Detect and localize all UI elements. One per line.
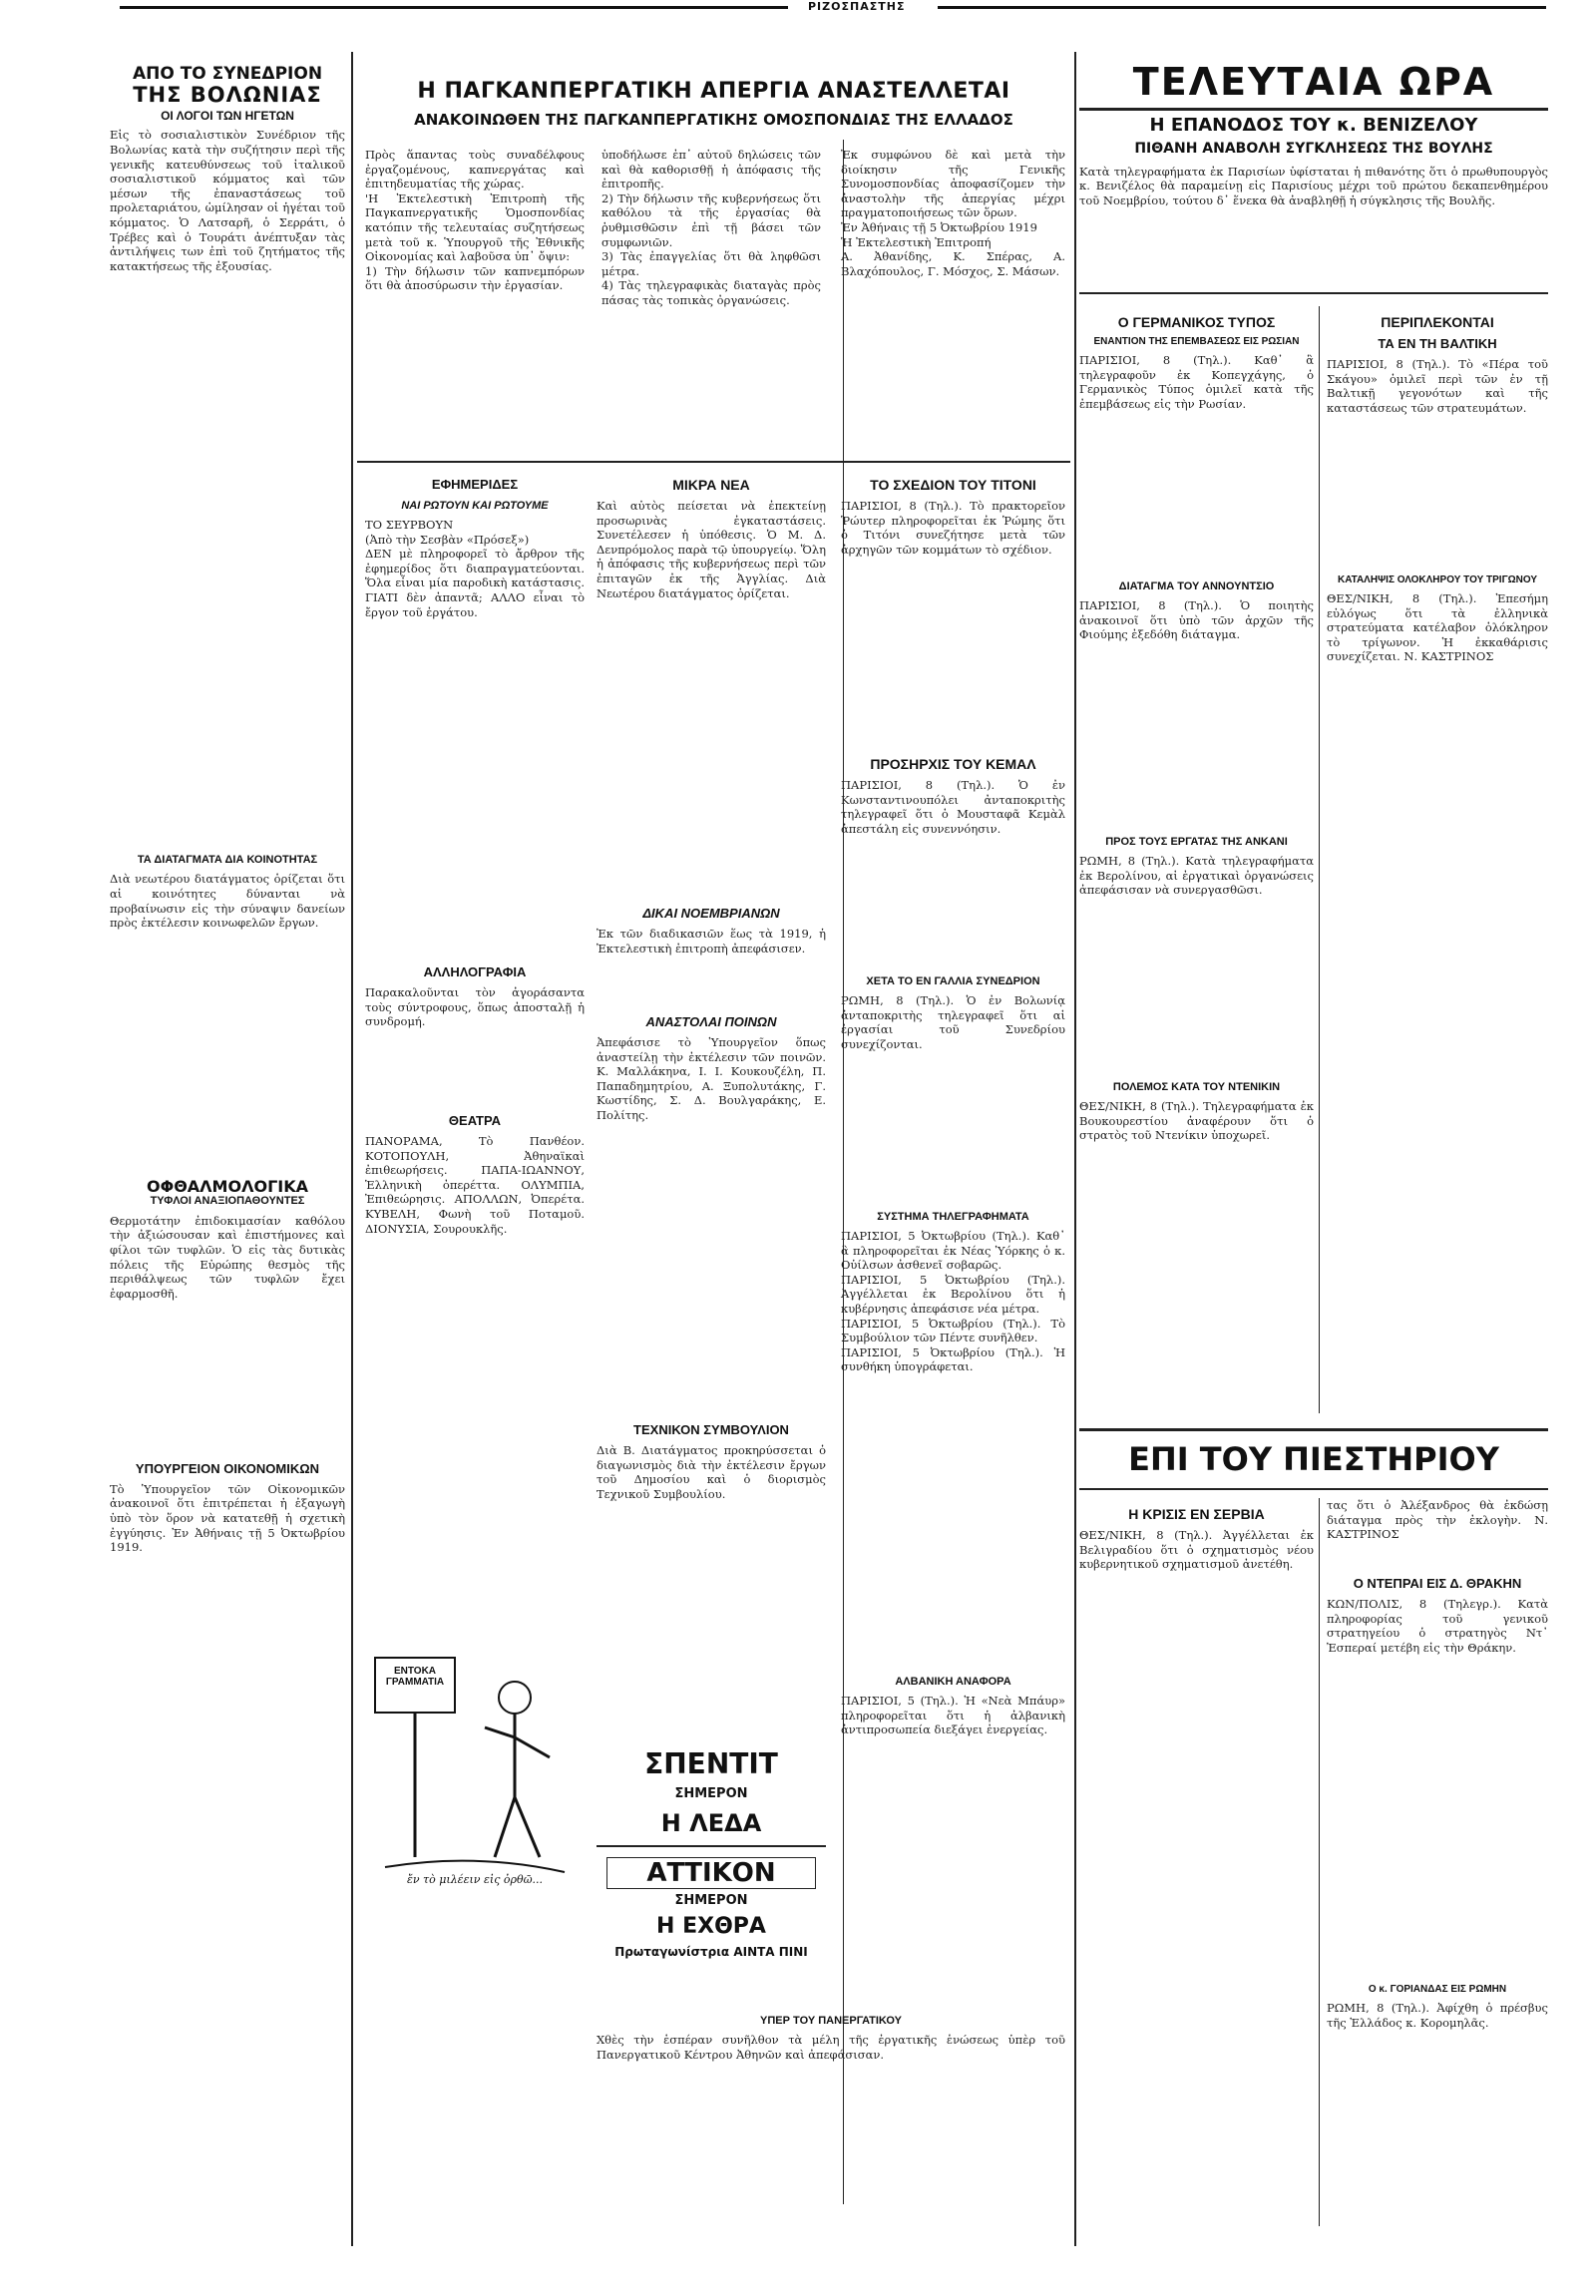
section-heading: ΑΛΛΗΛΟΓΡΑΦΙΑ: [423, 964, 527, 979]
section-heading: ΔΙΑΤΑΓΜΑ ΤΟΥ ΑΝΝΟΥΝΤΣΙΟ: [1118, 580, 1275, 592]
section-heading: ΑΛΒΑΝΙΚΗ ΑΝΑΦΟΡΑ: [895, 1676, 1011, 1688]
center-section: [357, 52, 1070, 2246]
article-subheadline: ΟΙ ΛΟΓΟΙ ΤΩΝ ΗΓΕΤΩΝ: [161, 108, 294, 123]
center-bottom-article: [597, 2007, 1069, 2062]
section-heading: ΤΟ ΣΧΕΔΙΟΝ ΤΟΥ ΤΙΤΟΝΙ: [870, 477, 1036, 493]
center-subcolumn: [841, 469, 1069, 2244]
article-subheadline: ΠΙΘΑΝΗ ΑΝΑΒΟΛΗ ΣΥΓΚΛΗΣΕΩΣ ΤΗΣ ΒΟΥΛΗΣ: [1134, 140, 1493, 157]
section-heading: ΣΥΣΤΗΜΑ ΤΗΛΕΓΡΑΦΗΜΑΤΑ: [877, 1211, 1029, 1223]
late-news-banner: ΤΕΛΕΥΤΑΙΑ ΩΡΑ: [1132, 60, 1495, 104]
section-heading: ΟΦΘΑΛΜΟΛΟΓΙΚΑ: [146, 1177, 308, 1197]
article-headline: Η ΕΠΑΝΟΔΟΣ ΤΟΥ κ. ΒΕΝΙΖΕΛΟΥ: [1149, 115, 1478, 136]
article-body: ΘΕΣ/ΝΙΚΗ, 8 (Τηλ.). Ἀγγέλλεται ἐκ Βελιγραδίου ὅτι ὁ σχηματισμὸς νέου κυβερνητικοῦ σχηματισμοῦ ἀνετέθη.: [1079, 1528, 1318, 1572]
section-heading: ΕΦΗΜΕΡΙΔΕΣ: [431, 477, 519, 492]
section-heading: ΘΕΑΤΡΑ: [448, 1113, 502, 1128]
ad-title-box: [606, 1857, 816, 1889]
center-subcolumn: [597, 469, 830, 1725]
section-rule: [1079, 1428, 1548, 1431]
section-heading: ΚΑΤΑΛΗΨΙΣ ΟΛΟΚΛΗΡΟΥ ΤΟΥ ΤΡΙΓΩΝΟΥ: [1337, 574, 1537, 585]
article-body: Κατὰ τηλεγραφήματα ἐκ Παρισίων ὑφίσταται ἡ πιθανότης ὅτι ὁ πρωθυπουργὸς κ. Βενιζέλος θὰ παραμείνῃ εἰς Παρισίους μέχρι τοῦ πρώτου δεκαπενθημέρου τοῦ Νοεμβρίου, τούτου δ᾽ ἕνεκα θὰ ἀναβληθῇ ἡ σύγκλησις τῆς Βουλῆς.: [1079, 164, 1552, 207]
ad-subtitle: ΣΗΜΕΡΟΝ: [674, 1893, 748, 1908]
section-heading: ΠΟΛΕΜΟΣ ΚΑΤΑ ΤΟΥ ΝΤΕΝΙΚΙΝ: [1112, 1081, 1281, 1093]
section-subheading: ΝΑΙ ΡΩΤΟΥΝ ΚΑΙ ΡΩΤΟΥΜΕ: [401, 500, 549, 512]
article-body: ΠΑΡΙΣΙΟΙ, 5 Ὀκτωβρίου (Τηλ.). Καθ᾽ ἃ πληροφορεῖται ἐκ Νέας Ὑόρκης ὁ κ. Οὐίλσων ἀσθενεῖ σοβαρῶς. ΠΑΡΙΣΙΟΙ, 5 Ὀκτωβρίου (Τηλ.). Ἀγγέλλεται ἐκ Βερολίνου ὅτι ἡ κυβέρνησις ἀπεφάσισε νέα μέτρα. ΠΑΡΙΣΙΟΙ, 5 Ὀκτωβρίου (Τηλ.). Τὸ Συμβούλιον τῶν Πέντε συνῆλθεν. ΠΑΡΙΣΙΟΙ, 5 Ὀκτωβρίου (Τηλ.). Ἡ συνθήκη ὑπογράφεται.: [841, 1229, 1065, 1374]
ad-subtitle: ΣΗΜΕΡΟΝ: [674, 1786, 748, 1801]
column-rule: [351, 52, 353, 2246]
section-heading: ΧΕΤΑ ΤΟ ΕΝ ΓΑΛΛΙΑ ΣΥΝΕΔΡΙΟΝ: [866, 975, 1040, 987]
column-rule: [1074, 52, 1076, 2246]
press-section-banner: ΕΠΙ ΤΟΥ ΠΙΕΣΤΗΡΙΟΥ: [1128, 1440, 1499, 1478]
article-body: ΠΑΡΙΣΙΟΙ, 8 (Τηλ.). Τὸ «Πέρα τοῦ Σκάγου» ὁμιλεῖ περὶ τῶν ἐν τῇ Βαλτικῇ γεγονότων καὶ τῆς καταστάσεως τῶν στρατευμάτων.: [1327, 357, 1552, 415]
article-body: Εἰς τὸ σοσιαλιστικὸν Συνέδριον τῆς Βολωνίας κατὰ τὴν συζήτησιν περὶ τῆς γενικῆς κατευθύνσεως τοῦ ἰταλικοῦ σοσιαλιστικοῦ κόμματος καὶ τῶν μέσων τῆς ἐπαναστάσεως τοῦ προλεταριάτου, ὡμίλησαν οἱ ἡγέται τοῦ κόμματος. Ὁ Λατσαρῆ, ὁ Σερράτι, ὁ Τρέβες καὶ ὁ Τουράτι ἀνέπτυξαν τὰς ἀντιλήψεις των ἐπὶ τοῦ ζητήματος τῆς κατακτήσεως τῆς ἐξουσίας.: [110, 128, 349, 273]
section-heading: Η ΚΡΙΣΙΣ ΕΝ ΣΕΡΒΙΑ: [1128, 1506, 1265, 1522]
article-body: ΘΕΣ/ΝΙΚΗ, 8 (Τηλ.). Ἐπεσήμη εὐλόγως ὅτι τὰ ἐλληνικὰ στρατεύματα κατέλαβον ὁλόκληρον τὸ τρίγωνον. Ἡ ἐκκαθάρισις συνεχίζεται. Ν. ΚΑΣΤΡΙΝΟΣ: [1327, 591, 1552, 664]
cartoon: [365, 1588, 585, 1897]
right-subcolumn: [1327, 306, 1552, 1423]
right-section: [1079, 52, 1552, 2246]
article-body: ΠΑΡΙΣΙΟΙ, 8 (Τηλ.). Ὁ ποιητὴς ἀνακοινοῖ ὅτι ὑπὸ τῶν ἀρχῶν τῆς Φιούμης ἐξεδόθη διάταγμα.: [1079, 598, 1318, 642]
center-subcolumn: [365, 469, 589, 1274]
top-bar: [120, 0, 1546, 20]
article-body: ΡΩΜΗ, 8 (Τηλ.). Ἀφίχθη ὁ πρέσβυς τῆς Ἑλλάδος κ. Κορομηλᾶς.: [1327, 2001, 1552, 2030]
section-rule: [1079, 1488, 1548, 1490]
article-body: Χθὲς τὴν ἑσπέραν συνῆλθον τὰ μέλη τῆς ἐργατικῆς ἑνώσεως ὑπὲρ τοῦ Πανεργατικοῦ Κέντρου Ἀθηνῶν καὶ ἀπεφάσισαν.: [597, 2033, 1069, 2062]
article-body: Παρακαλοῦνται τὸν ἀγοράσαντα τοὺς σύντροφους, ὅπως ἀποσταλῇ ἡ συνδρομή.: [365, 985, 589, 1029]
section-heading: ΔΙΚΑΙ ΝΟΕΜΒΡΙΑΝΩΝ: [642, 906, 780, 921]
section-heading: ΠΡΟΣ ΤΟΥΣ ΕΡΓΑΤΑΣ ΤΗΣ ΑΝΚΑΝΙ: [1105, 836, 1288, 848]
article-body: τας ὅτι ὁ Ἀλέξανδρος θὰ ἐκδώσῃ διάταγμα πρὸς τὴν ἐκλογὴν. Ν. ΚΑΣΤΡΙΝΟΣ: [1327, 1498, 1552, 1542]
article-body: ΠΑΡΙΣΙΟΙ, 8 (Τηλ.). Ὁ ἐν Κωνσταντινουπόλει ἀνταποκριτὴς τηλεγραφεῖ ὅτι ὁ Μουσταφᾶ Κεμὰλ ἀπεστάλη εἰς συνεννόησιν.: [841, 778, 1069, 836]
article-body: Θερμοτάτην ἐπιδοκιμασίαν καθόλου τὴν ἀξιώσουσαν καὶ ἐπιστήμονες καὶ φίλοι τῶν τυφλῶν. Ὁ εἰς τὰς δυτικὰς πόλεις τῆς Εὐρώπης θεσμὸς τῆς περιθάλψεως τῶν τυφλῶν ἔχει ἐφαρμοσθῆ.: [110, 1213, 349, 1301]
column-rule: [1319, 306, 1320, 1413]
ad-title: ΑΤΤΙΚΟΝ: [646, 1858, 776, 1888]
section-subheading: ΤΑ ΕΝ ΤΗ ΒΑΛΤΙΚΗ: [1378, 336, 1497, 351]
main-subheadline: ΑΝΑΚΟΙΝΩΘΕΝ ΤΗΣ ΠΑΓΚΑΝΠΕΡΓΑΤΙΚΗΣ ΟΜΟΣΠΟΝΔΙΑΣ ΤΗΣ ΕΛΛΑΔΟΣ: [414, 111, 1013, 130]
ad-footer: Πρωταγωνίστρια ΑΙΝΤΑ ΠΙΝΙ: [614, 1945, 808, 1959]
right-subcolumn: [1327, 1498, 1552, 2226]
article-headline: ΤΗΣ ΒΟΛΩΝΙΑΣ: [133, 82, 322, 107]
top-rule-right: [938, 6, 1546, 9]
right-subcolumn: [1079, 1498, 1318, 2226]
section-rule: [357, 461, 1070, 463]
article-body: Διὰ Β. Διατάγματος προκηρύσσεται ὁ διαγωνισμὸς διὰ τὴν ἐκτέλεσιν ἔργων τοῦ Δημοσίου καὶ ὁ διορισμὸς Τεχνικοῦ Συμβουλίου.: [597, 1443, 830, 1501]
ad-film: Η ΛΕΔΑ: [660, 1809, 762, 1837]
section-heading: ΤΑ ΔΙΑΤΑΓΜΑΤΑ ΔΙΑ ΚΟΙΝΟΤΗΤΑΣ: [137, 854, 318, 867]
cartoon-caption: ἔν τὸ μιλέειν εἰς ὀρθῶ...: [406, 1873, 544, 1886]
section-heading: Ο κ. ΓΟΡΙΑΝΔΑΣ ΕΙΣ ΡΩΜΗΝ: [1368, 1984, 1507, 1995]
article-body: ΠΑΡΙΣΙΟΙ, 8 (Τηλ.). Καθ᾽ ἃ τηλεγραφοῦν ἐκ Κοπεγχάγης, ὁ Γερμανικὸς Τύπος ὁμιλεῖ κατὰ τῆς ἐπεμβάσεως εἰς τὴν Ρωσίαν.: [1079, 353, 1318, 411]
cinema-ads: [597, 1747, 826, 1959]
ad-film: Η ΕΧΘΡΑ: [656, 1914, 766, 1939]
ad-rule: [597, 1845, 826, 1847]
column-rule: [1319, 1498, 1320, 2226]
article-body: Ἀπεφάσισε τὸ Ὑπουργεῖον ὅπως ἀναστείλῃ τὴν ἐκτέλεσιν τῶν ποινῶν. Κ. Μαλλάκηνα, Ι. Ι. Κουκουζέλη, Π. Παπαδημητρίου, Α. Ξυπολυτάκης, Γ. Κωστίδης, Σ. Δ. Βουλγαράκης, Ε. Πολίτης.: [597, 1035, 830, 1122]
article-body: ΡΩΜΗ, 8 (Τηλ.). Ὁ ἐν Βολωνίᾳ ἀνταποκριτὴς τηλεγραφεῖ ὅτι αἱ ἐργασίαι τοῦ Συνεδρίου συνεχίζονται.: [841, 993, 1069, 1051]
right-subcolumn: [1079, 306, 1318, 1423]
left-column: [110, 52, 349, 2246]
section-subheading: ΤΥΦΛΟΙ ΑΝΑΞΙΟΠΑΘΟΥΝΤΕΣ: [150, 1195, 305, 1208]
article-body: ΠΑΡΙΣΙΟΙ, 5 (Τηλ.). Ἡ «Νεὰ Μπάυρ» πληροφορεῖται ὅτι ἡ ἀλβανικὴ ἀντιπροσωπεία διεξάγει ἐνεργείας.: [841, 1694, 1069, 1737]
article-body: ΤΟ ΣΕΥΡΒΟΥΝ (Ἀπὸ τὴν Σεσβὰν «Πρόσεξ») ΔΕΝ μὲ πληροφορεῖ τὸ ἄρθρον τῆς ἐφημερίδος ὅτι διαπραγματεύονται. Ὅλα εἶναι μία παροδικὴ κατάστασις. ΓΙΑΤΙ δὲν ἀπαντᾶ; ΑΛΛΟ εἶναι τὸ ἔργον τοῦ ἐργάτου.: [365, 518, 585, 619]
section-heading: ΥΠΕΡ ΤΟΥ ΠΑΝΕΡΓΑΤΙΚΟΥ: [760, 2015, 902, 2027]
banner-rule: [1079, 108, 1548, 111]
article-body: ὑποδήλωσε ἐπ᾽ αὐτοῦ δηλώσεις τῶν καὶ θὰ καθορισθῇ ἡ ἀπόφασις τῆς ἐπιτροπῆς. 2) Τὴν δήλωσιν τῆς κυβερνήσεως ὅτι καθόλου τὰ τῆς ἐργασίας θὰ ῥυθμισθῶσιν ἐπὶ τῇ βάσει τῶν συμφωνιῶν. 3) Τὰς ἐπαγγελίας ὅτι θὰ ληφθῶσι μέτρα. 4) Τὰς τηλεγραφικὰς διαταγὰς πρὸς πάσας τὰς τοπικὰς ὀργανώσεις.: [601, 148, 821, 307]
article-body: ΠΑΝΟΡΑΜΑ, Τὸ Πανθέον. ΚΟΤΟΠΟΥΛΗ, Ἀθηναϊκαὶ ἐπιθεωρήσεις. ΠΑΠΑ-ΙΩΑΝΝΟΥ, Ἑλληνικὴ ὀπερέττα. ΟΛΥΜΠΙΑ, Ἐπιθεώρησις. ΑΠΟΛΛΩΝ, Ὀπερέτα. ΚΥΒΕΛΗ, Φωνὴ τοῦ Ποταμοῦ. ΔΙΟΝΥΣΙΑ, Σουρουκλῆς.: [365, 1134, 589, 1236]
section-heading: ΠΕΡΙΠΛΕΚΟΝΤΑΙ: [1381, 314, 1494, 330]
ad-title: ΣΠΕΝΤΙΤ: [644, 1747, 778, 1780]
section-heading: ΥΠΟΥΡΓΕΙΟΝ ΟΙΚΟΝΟΜΙΚΩΝ: [135, 1460, 320, 1476]
article-body: Ἐκ συμφώνου δὲ καὶ μετὰ τὴν διοίκησιν τῆς Γενικῆς Συνομοσπονδίας ἀποφασίζομεν τὴν ἀναστολὴν τῆς ἀπεργίας μέχρι πραγματοποιήσεως τῶν ὅρων. Ἐν Ἀθήναις τῇ 5 Ὀκτωβρίου 1919 Ἡ Ἐκτελεστικὴ Ἐπιτροπή Α. Ἀθανίδης, Κ. Σπέρας, Α. Βλαχόπουλος, Γ. Μόσχος, Σ. Μάσων.: [841, 148, 1065, 278]
section-rule: [1079, 292, 1548, 294]
cartoon-sign: ΕΝΤΟΚΑ ΓΡΑΜΜΑΤΙΑ: [385, 1666, 445, 1688]
section-heading: ΤΕΧΝΙΚΟΝ ΣΥΜΒΟΥΛΙΟΝ: [633, 1422, 789, 1437]
article-body: ΠΑΡΙΣΙΟΙ, 8 (Τηλ.). Τὸ πρακτορεῖον Ῥώυτερ πληροφορεῖται ἐκ Ῥώμης ὅτι ὁ Τιτόνι συνεζήτησε μετὰ τῶν ἀρχηγῶν τῶν κομμάτων τὸ σχέδιον.: [841, 499, 1069, 557]
article-body: ΚΩΝ/ΠΟΛΙΣ, 8 (Τηλεγρ.). Κατὰ πληροφορίας τοῦ γενικοῦ στρατηγείου ὁ στρατηγὸς Ντ᾽ Ἐσπεραί μετέβη εἰς τὴν Θράκην.: [1327, 1597, 1552, 1655]
top-rule-left: [120, 6, 788, 9]
article-body: ΘΕΣ/ΝΙΚΗ, 8 (Τηλ.). Τηλεγραφήματα ἐκ Βουκουρεστίου ἀναφέρουν ὅτι ὁ στρατὸς τοῦ Ντενίκιν ὑποχωρεῖ.: [1079, 1099, 1318, 1143]
masthead: ΡΙΖΟΣΠΑΣΤΗΣ: [808, 0, 906, 13]
article-body: Διὰ νεωτέρου διατάγματος ὁρίζεται ὅτι αἱ κοινότητες δύνανται νὰ προβαίνωσιν εἰς τὴν σύναψιν δανείων πρὸς ἐκτέλεσιν κοινωφελῶν ἔργων.: [110, 872, 349, 931]
article-body: ΡΩΜΗ, 8 (Τηλ.). Κατὰ τηλεγραφήματα ἐκ Βερολίνου, αἱ ἐργατικαὶ ὀργανώσεις ἀπεφάσισαν νὰ συνεργασθῶσι.: [1079, 854, 1318, 898]
article-body: Τὸ Ὑπουργεῖον τῶν Οἰκονομικῶν ἀνακοινοῖ ὅτι ἐπιτρέπεται ἡ ἐξαγωγὴ ὑπὸ τὸν ὅρον νὰ κατατεθῇ ἡ σχετικὴ ἐγγύησις. Ἐν Ἀθήναις τῇ 5 Ὀκτωβρίου 1919.: [110, 1481, 349, 1555]
section-heading: ΑΝΑΣΤΟΛΑΙ ΠΟΙΝΩΝ: [645, 1014, 777, 1029]
article-body: Καὶ αὐτὸς πείσεται νὰ ἐπεκτείνῃ προσωρινὰς ἐγκαταστάσεις. Συνετέλεσεν ἡ ὑπόθεσις. Ὁ Μ. Δ. Δενπρόμολος παρὰ τῷ ὑπουργείῳ. Ὅλη ἡ ἀπόφασις τῆς κυβερνήσεως περὶ τῶν ἐπιταγῶν ἐκ τῆς Ἀγγλίας. Διὰ Νεωτέρου διατάγματος ὁρίζεται.: [597, 499, 830, 600]
article-body: Ἐκ τῶν διαδικασιῶν ἕως τὰ 1919, ἡ Ἐκτελεστικὴ ἐπιτροπὴ ἀπεφάσισεν.: [597, 927, 830, 956]
article-body: Πρὸς ἅπαντας τοὺς συναδέλφους ἐργαζομένους, καπνεργάτας καὶ ἐπιτηδευματίας τῆς χώρας. 'Η Ἐκτελεστικὴ Ἐπιτροπὴ τῆς Παγκαπνεργατικῆς Ὁμοσπονδίας κατόπιν τῆς τελευταίας συζητήσεως μετὰ τοῦ κ. Ὑπουργοῦ τῆς Ἐθνικῆς Οἰκονομίας καὶ λαβοῦσα ὑπ᾽ ὄψιν: 1) Τὴν δήλωσιν τῶν καπνεμπόρων ὅτι θὰ ἀποσύρωσιν τὴν ἐργασίαν.: [365, 148, 585, 293]
section-heading: ΠΡΟΣΗΡΧΙΣ ΤΟΥ ΚΕΜΑΛ: [870, 756, 1036, 772]
main-headline: Η ΠΑΓΚΑΝΠΕΡΓΑΤΙΚΗ ΑΠΕΡΓΙΑ ΑΝΑΣΤΕΛΛΕΤΑΙ: [417, 79, 1010, 104]
article-headline: ΑΠΟ ΤΟ ΣΥΝΕΔΡΙΟΝ: [132, 64, 323, 84]
section-heading: ΜΙΚΡΑ ΝΕΑ: [672, 477, 750, 493]
cartoon-drawing-icon: [365, 1588, 585, 1897]
section-heading: Ο ΝΤΕΠΡΑΙ ΕΙΣ Δ. ΘΡΑΚΗΝ: [1353, 1576, 1522, 1591]
section-heading: Ο ΓΕΡΜΑΝΙΚΟΣ ΤΥΠΟΣ: [1117, 314, 1276, 330]
section-subheading: ΕΝΑΝΤΙΟΝ ΤΗΣ ΕΠΕΜΒΑΣΕΩΣ ΕΙΣ ΡΩΣΙΑΝ: [1093, 336, 1300, 347]
